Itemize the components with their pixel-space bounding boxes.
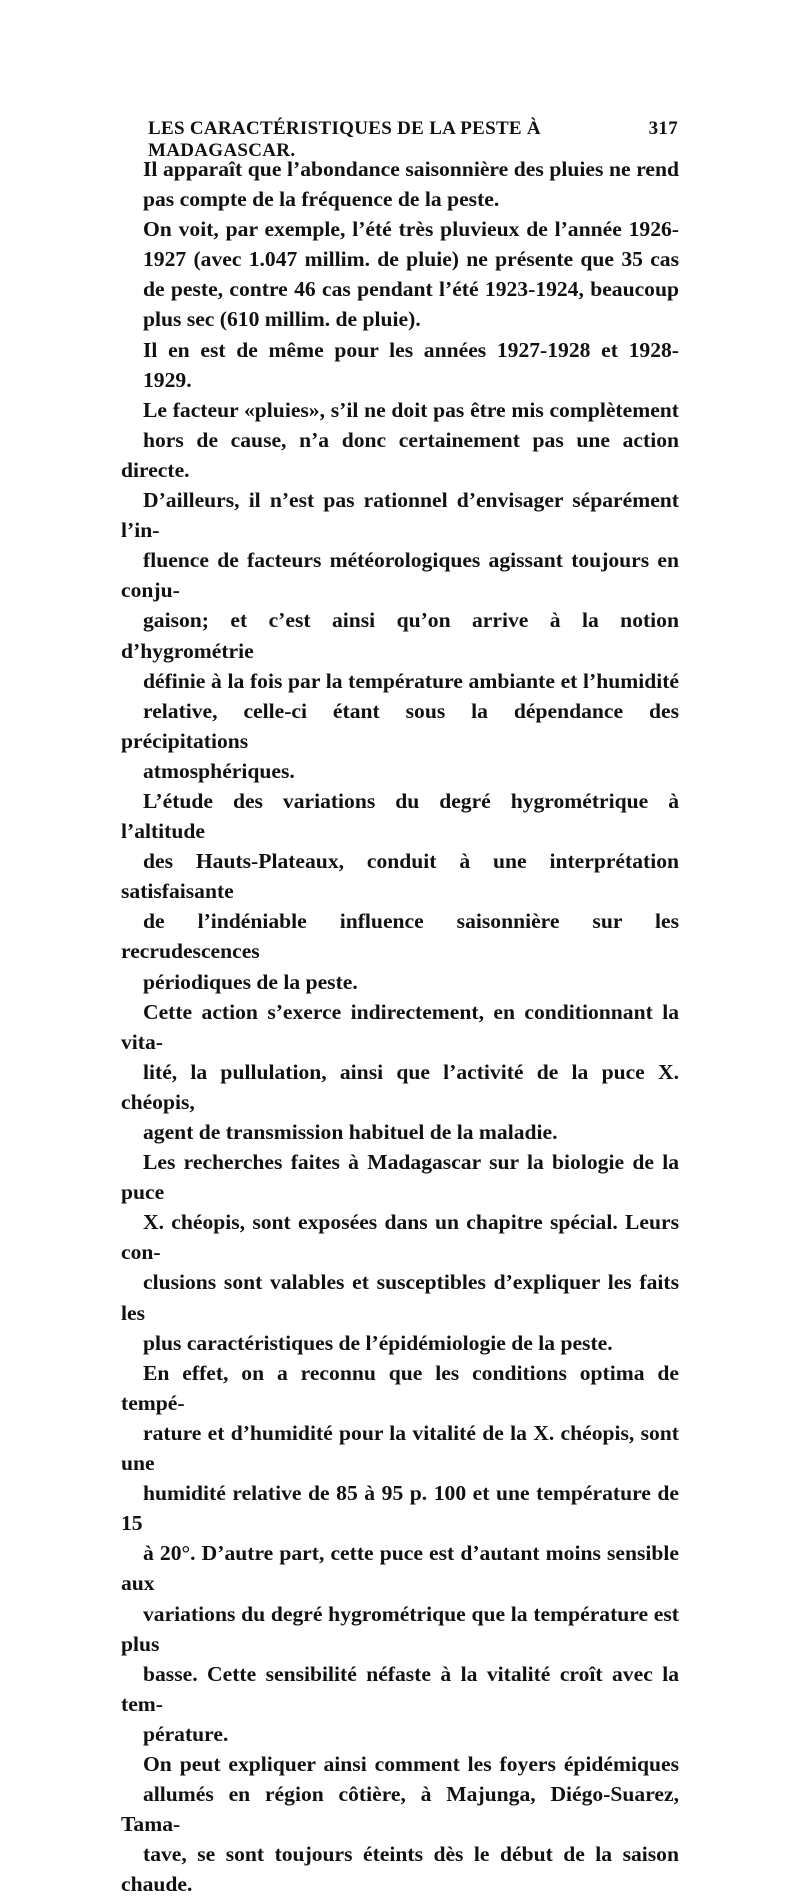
text-line: On peut expliquer ainsi comment les foyers épidémiques	[143, 1751, 679, 1776]
text-line: pérature.	[143, 1721, 229, 1746]
text-line: de peste, contre 46 cas pendant l’été 1923-1924, beaucoup	[143, 277, 679, 302]
text-line: Il apparaît que l’abondance saisonnière des pluies ne rend	[143, 157, 679, 181]
paragraph	[121, 1358, 679, 1749]
text-line: agent de transmission habituel de la maladie.	[143, 1120, 558, 1144]
paragraph	[121, 786, 679, 997]
text-line: En effet, on a reconnu que les conditions optima de tempé-	[121, 1360, 679, 1415]
text-line: X. chéopis, sont exposées dans un chapitre spécial. Leurs con-	[121, 1210, 679, 1265]
text-line: L’étude des variations du degré hygrométrique à l’altitude	[121, 788, 679, 844]
text-line: de l’indéniable influence saisonnière sur les recrudescences	[121, 909, 679, 964]
text-line: plus caractéristiques de l’épidémiologie de la peste.	[143, 1330, 613, 1355]
text-line: gaison; et c’est ainsi qu’on arrive à la notion d’hygrométrie	[121, 608, 679, 663]
text-line: périodiques de la peste.	[143, 969, 358, 994]
text-line: humidité relative de 85 à 95 p. 100 et une température de 15	[121, 1481, 679, 1536]
paragraph	[121, 214, 679, 334]
text-line: allumés en région côtière, à Majunga, Diégo-Suarez, Tama-	[121, 1782, 679, 1837]
text-line: à 20°. D’autre part, cette puce est d’autant moins sensible aux	[121, 1541, 679, 1596]
text-line: tave, se sont toujours éteints dès le début de la saison chaude.	[121, 1842, 679, 1897]
body-text	[121, 154, 679, 1899]
paragraph	[121, 335, 679, 395]
text-line: relative, celle-ci étant sous la dépendance des précipitations	[121, 698, 679, 753]
text-line: On voit, par exemple, l’été très pluvieux de l’année 1926-	[143, 217, 679, 242]
paragraph	[121, 997, 679, 1147]
text-line: des Hauts-Plateaux, conduit à une interprétation satisfaisante	[121, 849, 679, 904]
text-line: Cette action s’exerce indirectement, en conditionnant la vita-	[121, 999, 679, 1054]
text-line: Le facteur «pluies», s’il ne doit pas être mis complètement	[143, 397, 679, 422]
text-line: rature et d’humidité pour la vitalité de la X. chéopis, sont une	[121, 1420, 679, 1476]
text-line: lité, la pullulation, ainsi que l’activité de la puce X. chéopis,	[121, 1059, 679, 1114]
text-line: définie à la fois par la température ambiante et l’humidité	[143, 668, 679, 693]
text-line: clusions sont valables et susceptibles d’expliquer les faits les	[121, 1270, 679, 1325]
paragraph	[121, 1749, 679, 1899]
paragraph	[121, 485, 679, 786]
text-line: atmosphériques.	[143, 758, 295, 783]
text-line: D’ailleurs, il n’est pas rationnel d’envisager séparément l’in-	[121, 488, 679, 543]
text-line: 1927 (avec 1.047 millim. de pluie) ne présente que 35 cas	[143, 247, 679, 272]
paragraph	[121, 1147, 679, 1358]
text-line: hors de cause, n’a donc certainement pas une action directe.	[121, 427, 679, 482]
page-number: 317	[648, 118, 678, 139]
text-line: 1929.	[143, 367, 192, 392]
paragraph	[121, 395, 679, 485]
running-title: LES CARACTÉRISTIQUES DE LA PESTE À MADAGASCAR.	[148, 118, 541, 161]
text-line: Il en est de même pour les années 1927-1928 et 1928-	[143, 337, 679, 362]
text-line: basse. Cette sensibilité néfaste à la vitalité croît avec la tem-	[121, 1661, 679, 1716]
paragraph	[121, 154, 679, 214]
text-line: plus sec (610 millim. de pluie).	[143, 307, 421, 332]
text-line: fluence de facteurs météorologiques agissant toujours en conju-	[121, 548, 679, 603]
text-line: pas compte de la fréquence de la peste.	[143, 187, 500, 212]
text-line: variations du degré hygrométrique que la température est plus	[121, 1601, 679, 1656]
text-line: Les recherches faites à Madagascar sur la biologie de la puce	[121, 1150, 679, 1205]
